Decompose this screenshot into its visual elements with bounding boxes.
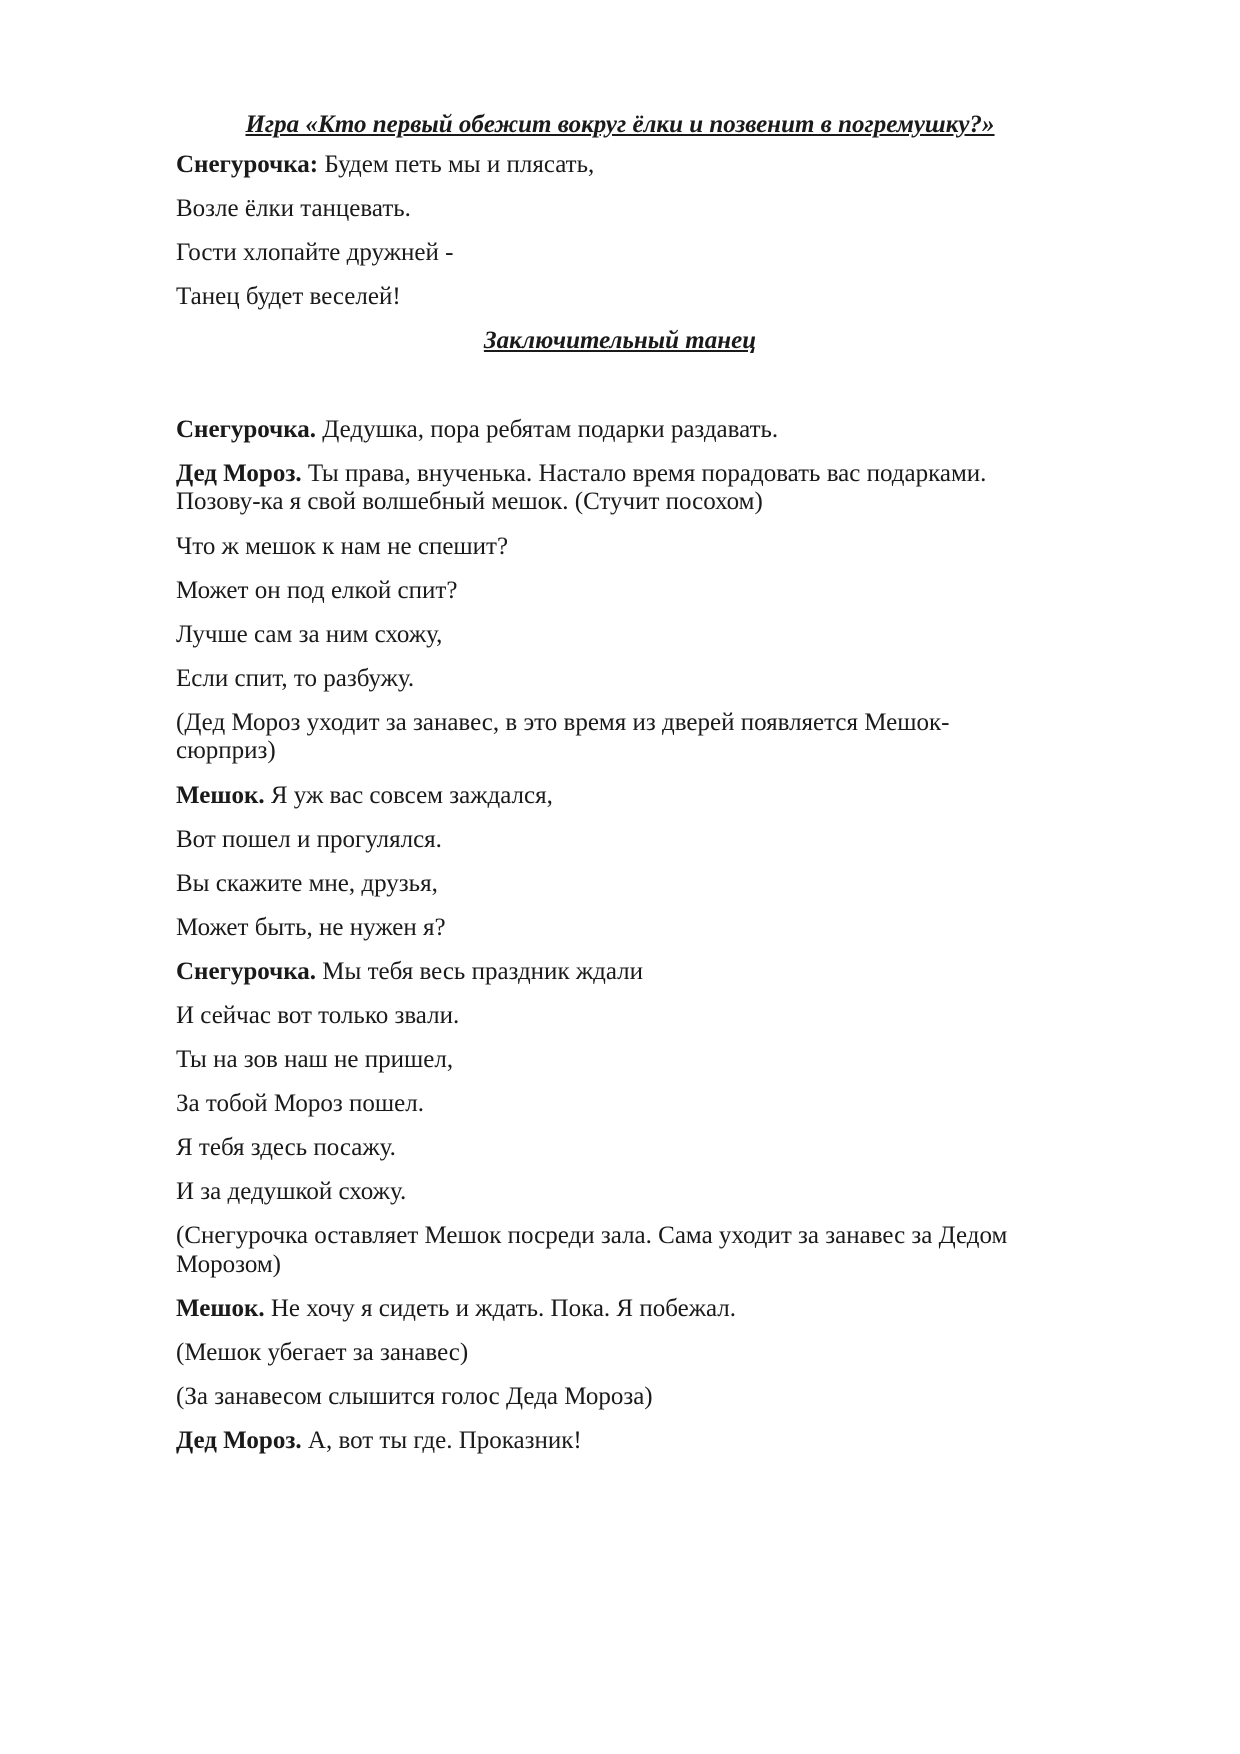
text-line bbox=[176, 911, 1156, 945]
heading-game: Игра «Кто первый обежит вокруг ёлки и позвенит в погремушку?» bbox=[245, 111, 995, 138]
text-line bbox=[176, 1380, 1156, 1414]
text-line bbox=[176, 1175, 1156, 1209]
line-text: Может быть, не нужен я? bbox=[176, 914, 446, 941]
line-text: Не хочу я сидеть и ждать. Пока. Я побежал. bbox=[264, 1295, 737, 1322]
line-text: (Мешок убегает за занавес) bbox=[176, 1339, 469, 1366]
text-line bbox=[176, 1424, 1156, 1458]
text-line bbox=[176, 999, 1156, 1033]
text-line bbox=[176, 1087, 1156, 1121]
text-line bbox=[176, 662, 1156, 696]
line-text: Ты на зов наш не пришел, bbox=[176, 1046, 454, 1073]
text-line bbox=[176, 779, 1156, 813]
line-text: Будем петь мы и плясать, bbox=[318, 151, 595, 178]
text-line bbox=[176, 955, 1156, 989]
speaker-name: Дед Мороз. bbox=[176, 460, 302, 487]
text-line bbox=[176, 485, 1156, 519]
line-text: (Дед Мороз уходит за занавес, в это время из дверей появляется Мешок- bbox=[176, 709, 950, 736]
text-line bbox=[176, 823, 1156, 857]
line-text: Вот пошел и прогулялся. bbox=[176, 826, 442, 853]
text-line bbox=[176, 192, 1156, 226]
text-line bbox=[176, 1336, 1156, 1370]
line-text: И за дедушкой схожу. bbox=[176, 1178, 407, 1205]
line-text: (За занавесом слышится голос Деда Мороза) bbox=[176, 1383, 653, 1410]
text-line bbox=[176, 413, 1156, 447]
text-line bbox=[176, 618, 1156, 652]
line-text: Позову-ка я свой волшебный мешок. (Стучит посохом) bbox=[176, 488, 763, 515]
line-text: Мы тебя весь праздник ждали bbox=[316, 958, 643, 985]
line-text: Ты права, внученька. Настало время порадовать вас подарками. bbox=[301, 460, 987, 487]
line-text: За тобой Мороз пошел. bbox=[176, 1090, 424, 1117]
line-text: Морозом) bbox=[176, 1251, 282, 1278]
speaker-name: Снегурочка. bbox=[176, 958, 317, 985]
line-text: Гости хлопайте дружней - bbox=[176, 239, 454, 266]
text-line bbox=[176, 530, 1156, 564]
line-text: Дедушка, пора ребятам подарки раздавать. bbox=[316, 416, 779, 443]
text-line bbox=[176, 1131, 1156, 1165]
text-line bbox=[176, 734, 1156, 768]
text-line bbox=[176, 280, 1156, 314]
line-text: А, вот ты где. Проказник! bbox=[301, 1427, 582, 1454]
line-text: Лучше сам за ним схожу, bbox=[176, 621, 443, 648]
speaker-name: Снегурочка. bbox=[176, 416, 317, 443]
text-line bbox=[176, 867, 1156, 901]
line-text: (Снегурочка оставляет Мешок посреди зала. Сама уходит за занавес за Дедом bbox=[176, 1222, 1008, 1249]
line-text: сюрприз) bbox=[176, 737, 276, 764]
speaker-name: Мешок. bbox=[176, 1295, 265, 1322]
text-line bbox=[176, 1043, 1156, 1077]
line-text: Я тебя здесь посажу. bbox=[176, 1134, 396, 1161]
line-text: Что ж мешок к нам не спешит? bbox=[176, 533, 509, 560]
line-text: Я уж вас совсем заждался, bbox=[264, 782, 553, 809]
speaker-name: Мешок. bbox=[176, 782, 265, 809]
speaker-name: Дед Мороз. bbox=[176, 1427, 302, 1454]
text-line bbox=[176, 236, 1156, 270]
line-text: Танец будет веселей! bbox=[176, 283, 401, 310]
line-text: Возле ёлки танцевать. bbox=[176, 195, 411, 222]
text-line bbox=[176, 1292, 1156, 1326]
heading-dance: Заключительный танец bbox=[483, 327, 757, 354]
line-text: Может он под елкой спит? bbox=[176, 577, 458, 604]
text-line bbox=[176, 148, 1156, 182]
speaker-name: Снегурочка: bbox=[176, 151, 319, 178]
line-text: Вы скажите мне, друзья, bbox=[176, 870, 438, 897]
line-text: Если спит, то разбужу. bbox=[176, 665, 415, 692]
text-line bbox=[176, 1248, 1156, 1282]
text-line bbox=[176, 574, 1156, 608]
line-text: И сейчас вот только звали. bbox=[176, 1002, 460, 1029]
